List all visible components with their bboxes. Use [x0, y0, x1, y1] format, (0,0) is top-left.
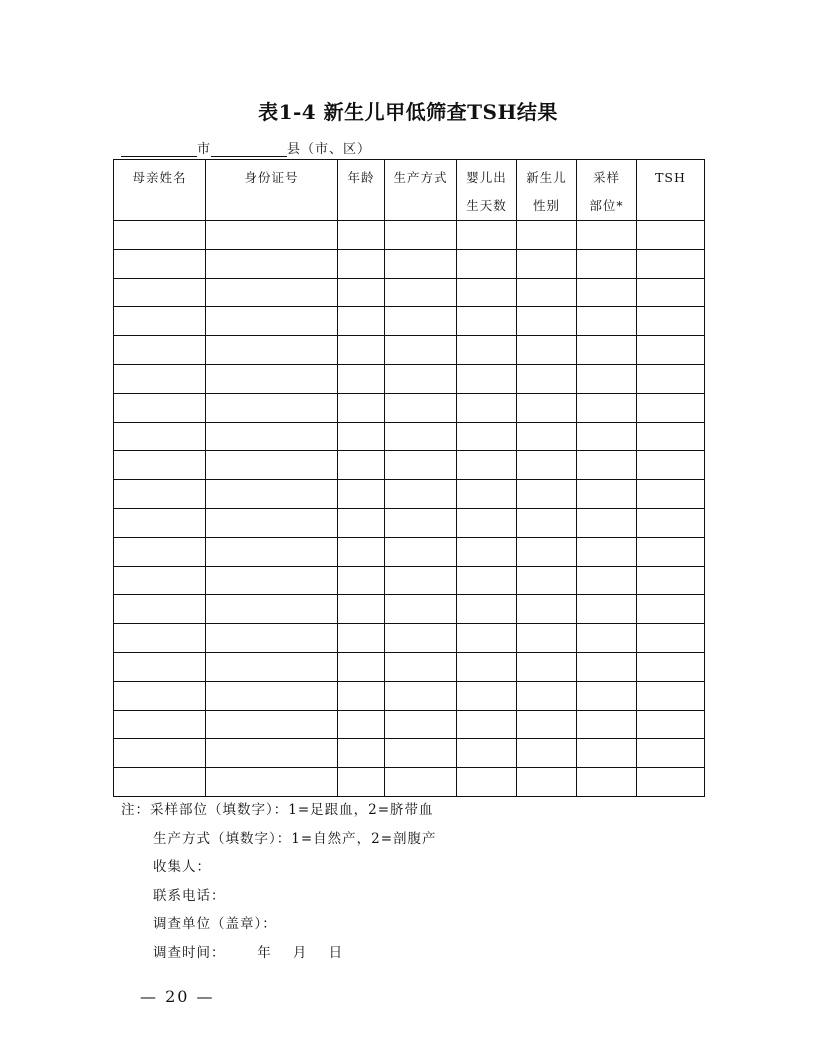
header-tsh: TSH	[637, 160, 705, 221]
table-cell[interactable]	[385, 595, 457, 624]
table-cell[interactable]	[637, 537, 705, 566]
table-cell[interactable]	[114, 364, 206, 393]
table-cell[interactable]	[457, 393, 517, 422]
table-cell[interactable]	[457, 710, 517, 739]
table-cell[interactable]	[457, 364, 517, 393]
county-blank[interactable]	[211, 142, 287, 157]
table-cell[interactable]	[637, 681, 705, 710]
county-label: 县（市、区）	[287, 142, 372, 157]
table-cell[interactable]	[637, 595, 705, 624]
header-sample-site: 采样 部位*	[577, 160, 637, 221]
table-row	[114, 307, 705, 336]
table-row	[114, 681, 705, 710]
table-cell[interactable]	[457, 595, 517, 624]
table-cell[interactable]	[457, 480, 517, 509]
table-cell[interactable]	[206, 624, 338, 653]
table-cell[interactable]	[338, 739, 385, 768]
table-cell[interactable]	[577, 624, 637, 653]
table-cell[interactable]	[385, 221, 457, 250]
table-cell[interactable]	[114, 652, 206, 681]
table-cell[interactable]	[577, 566, 637, 595]
table-cell[interactable]	[338, 710, 385, 739]
table-cell[interactable]	[385, 480, 457, 509]
table-row	[114, 221, 705, 250]
table-cell[interactable]	[385, 508, 457, 537]
table-cell[interactable]	[114, 422, 206, 451]
table-cell[interactable]	[206, 451, 338, 480]
table-cell[interactable]	[385, 451, 457, 480]
table-cell[interactable]	[517, 249, 577, 278]
table-cell[interactable]	[206, 307, 338, 336]
table-cell[interactable]	[577, 221, 637, 250]
results-table	[113, 159, 705, 797]
table-cell[interactable]	[206, 480, 338, 509]
table-cell[interactable]	[206, 508, 338, 537]
table-cell[interactable]	[338, 336, 385, 365]
table-cell[interactable]	[517, 624, 577, 653]
table-cell[interactable]	[206, 393, 338, 422]
table-row	[114, 364, 705, 393]
table-cell[interactable]	[577, 278, 637, 307]
table-cell[interactable]	[114, 249, 206, 278]
table-cell[interactable]	[457, 566, 517, 595]
table-cell[interactable]	[457, 422, 517, 451]
table-row	[114, 768, 705, 797]
table-cell[interactable]	[517, 221, 577, 250]
table-cell[interactable]	[206, 566, 338, 595]
table-cell[interactable]	[206, 681, 338, 710]
table-cell[interactable]	[517, 307, 577, 336]
table-cell[interactable]	[338, 422, 385, 451]
table-cell[interactable]	[114, 624, 206, 653]
notes-block	[121, 796, 437, 967]
table-cell[interactable]	[577, 595, 637, 624]
table-cell[interactable]	[385, 768, 457, 797]
table-cell[interactable]	[114, 739, 206, 768]
table-cell[interactable]	[114, 595, 206, 624]
table-row	[114, 624, 705, 653]
table-title: 表1-4 新生儿甲低筛查TSH结果	[258, 100, 558, 124]
table-cell[interactable]	[517, 364, 577, 393]
table-cell[interactable]	[577, 249, 637, 278]
table-cell[interactable]	[637, 480, 705, 509]
table-row	[114, 566, 705, 595]
table-cell[interactable]	[517, 278, 577, 307]
table-cell[interactable]	[577, 768, 637, 797]
note-delivery-mode: 生产方式（填数字）：1=自然产，2=剖腹产	[153, 830, 437, 847]
table-cell[interactable]	[338, 768, 385, 797]
table-cell[interactable]	[206, 652, 338, 681]
table-cell[interactable]	[577, 681, 637, 710]
table-cell[interactable]	[577, 393, 637, 422]
table-row	[114, 480, 705, 509]
table-cell[interactable]	[385, 278, 457, 307]
table-cell[interactable]	[114, 278, 206, 307]
table-cell[interactable]	[637, 278, 705, 307]
table-cell[interactable]	[114, 508, 206, 537]
table-cell[interactable]	[457, 307, 517, 336]
table-cell[interactable]	[637, 652, 705, 681]
table-cell[interactable]	[577, 451, 637, 480]
table-cell[interactable]	[637, 451, 705, 480]
table-cell[interactable]	[457, 221, 517, 250]
table-cell[interactable]	[114, 566, 206, 595]
table-cell[interactable]	[206, 221, 338, 250]
table-cell[interactable]	[206, 768, 338, 797]
table-cell[interactable]	[517, 508, 577, 537]
table-cell[interactable]	[577, 537, 637, 566]
table-cell[interactable]	[457, 652, 517, 681]
table-cell[interactable]	[338, 566, 385, 595]
table-cell[interactable]	[338, 652, 385, 681]
table-cell[interactable]	[385, 710, 457, 739]
table-cell[interactable]	[385, 624, 457, 653]
table-cell[interactable]	[338, 537, 385, 566]
table-cell[interactable]	[338, 624, 385, 653]
table-cell[interactable]	[637, 249, 705, 278]
table-cell[interactable]	[637, 393, 705, 422]
table-cell[interactable]	[637, 307, 705, 336]
table-cell[interactable]	[338, 278, 385, 307]
table-row	[114, 451, 705, 480]
table-cell[interactable]	[114, 710, 206, 739]
table-cell[interactable]	[637, 364, 705, 393]
table-cell[interactable]	[114, 480, 206, 509]
table-cell[interactable]	[457, 739, 517, 768]
table-cell[interactable]	[206, 249, 338, 278]
table-cell[interactable]	[206, 278, 338, 307]
table-cell[interactable]	[338, 508, 385, 537]
table-cell[interactable]	[206, 595, 338, 624]
table-cell[interactable]	[457, 624, 517, 653]
table-cell[interactable]	[637, 739, 705, 768]
table-cell[interactable]	[517, 595, 577, 624]
note-date: 调查时间： 年 月 日	[153, 944, 344, 961]
table-cell[interactable]	[338, 249, 385, 278]
table-cell[interactable]	[457, 451, 517, 480]
note-phone: 联系电话：	[153, 887, 226, 904]
header-age: 年龄	[338, 160, 385, 221]
table-cell[interactable]	[206, 422, 338, 451]
table-cell[interactable]	[385, 652, 457, 681]
table-cell[interactable]	[385, 393, 457, 422]
table-cell[interactable]	[385, 307, 457, 336]
table-cell[interactable]	[637, 422, 705, 451]
table-cell[interactable]	[114, 307, 206, 336]
table-cell[interactable]	[637, 710, 705, 739]
table-cell[interactable]	[457, 681, 517, 710]
table-cell[interactable]	[577, 364, 637, 393]
table-cell[interactable]	[338, 681, 385, 710]
table-cell[interactable]	[457, 336, 517, 365]
table-cell[interactable]	[517, 710, 577, 739]
table-cell[interactable]	[338, 451, 385, 480]
table-row	[114, 739, 705, 768]
table-cell[interactable]	[517, 336, 577, 365]
table-cell[interactable]	[338, 393, 385, 422]
header-infant-days: 婴儿出 生天数	[457, 160, 517, 221]
table-cell[interactable]	[206, 710, 338, 739]
table-cell[interactable]	[577, 307, 637, 336]
table-cell[interactable]	[114, 537, 206, 566]
table-cell[interactable]	[517, 739, 577, 768]
table-cell[interactable]	[385, 336, 457, 365]
table-cell[interactable]	[338, 307, 385, 336]
table-cell[interactable]	[517, 451, 577, 480]
table-row	[114, 336, 705, 365]
table-cell[interactable]	[114, 336, 206, 365]
note-sample-site: 注：采样部位（填数字）：1=足跟血，2=脐带血	[121, 802, 434, 818]
table-header-row	[114, 160, 705, 221]
table-cell[interactable]	[577, 336, 637, 365]
table-cell[interactable]	[114, 393, 206, 422]
table-cell[interactable]	[637, 566, 705, 595]
table-cell[interactable]	[517, 681, 577, 710]
table-cell[interactable]	[517, 537, 577, 566]
table-cell[interactable]	[577, 508, 637, 537]
note-collector: 收集人：	[153, 859, 211, 875]
table-cell[interactable]	[114, 681, 206, 710]
table-cell[interactable]	[385, 681, 457, 710]
city-blank[interactable]	[121, 142, 197, 157]
table-cell[interactable]	[457, 278, 517, 307]
table-cell[interactable]	[577, 652, 637, 681]
table-cell[interactable]	[338, 595, 385, 624]
location-line	[121, 138, 371, 157]
table-cell[interactable]	[206, 739, 338, 768]
table-cell[interactable]	[457, 249, 517, 278]
table-cell[interactable]	[385, 566, 457, 595]
table-cell[interactable]	[114, 768, 206, 797]
table-cell[interactable]	[457, 768, 517, 797]
table-cell[interactable]	[206, 537, 338, 566]
table-cell[interactable]	[577, 739, 637, 768]
table-cell[interactable]	[517, 393, 577, 422]
table-cell[interactable]	[517, 652, 577, 681]
table-cell[interactable]	[385, 364, 457, 393]
table-cell[interactable]	[206, 336, 338, 365]
table-cell[interactable]	[517, 566, 577, 595]
table-row	[114, 710, 705, 739]
note-unit: 调查单位（盖章）：	[153, 916, 277, 932]
table-row	[114, 652, 705, 681]
table-cell[interactable]	[637, 221, 705, 250]
table-cell[interactable]	[457, 537, 517, 566]
table-row	[114, 249, 705, 278]
table-cell[interactable]	[114, 221, 206, 250]
header-newborn-sex: 新生儿 性别	[517, 160, 577, 221]
table-cell[interactable]	[637, 768, 705, 797]
table-cell[interactable]	[385, 422, 457, 451]
table-cell[interactable]	[517, 768, 577, 797]
table-cell[interactable]	[577, 422, 637, 451]
page-number: — 20 —	[140, 987, 215, 1006]
table-cell[interactable]	[517, 480, 577, 509]
table-cell[interactable]	[577, 480, 637, 509]
table-cell[interactable]	[338, 364, 385, 393]
table-cell[interactable]	[338, 221, 385, 250]
table-row	[114, 278, 705, 307]
table-cell[interactable]	[385, 739, 457, 768]
table-cell[interactable]	[637, 508, 705, 537]
table-cell[interactable]	[637, 624, 705, 653]
table-row	[114, 537, 705, 566]
table-cell[interactable]	[385, 249, 457, 278]
table-cell[interactable]	[114, 451, 206, 480]
table-cell[interactable]	[457, 508, 517, 537]
table-cell[interactable]	[577, 710, 637, 739]
city-label: 市	[197, 142, 212, 157]
table-cell[interactable]	[206, 364, 338, 393]
header-mother-name: 母亲姓名	[114, 160, 206, 221]
table-row	[114, 393, 705, 422]
table-row	[114, 508, 705, 537]
table-cell[interactable]	[637, 336, 705, 365]
header-id-number: 身份证号	[206, 160, 338, 221]
table-row	[114, 595, 705, 624]
table-cell[interactable]	[517, 422, 577, 451]
table-cell[interactable]	[385, 537, 457, 566]
table-row	[114, 422, 705, 451]
table-cell[interactable]	[338, 480, 385, 509]
header-delivery-mode: 生产方式	[385, 160, 457, 221]
